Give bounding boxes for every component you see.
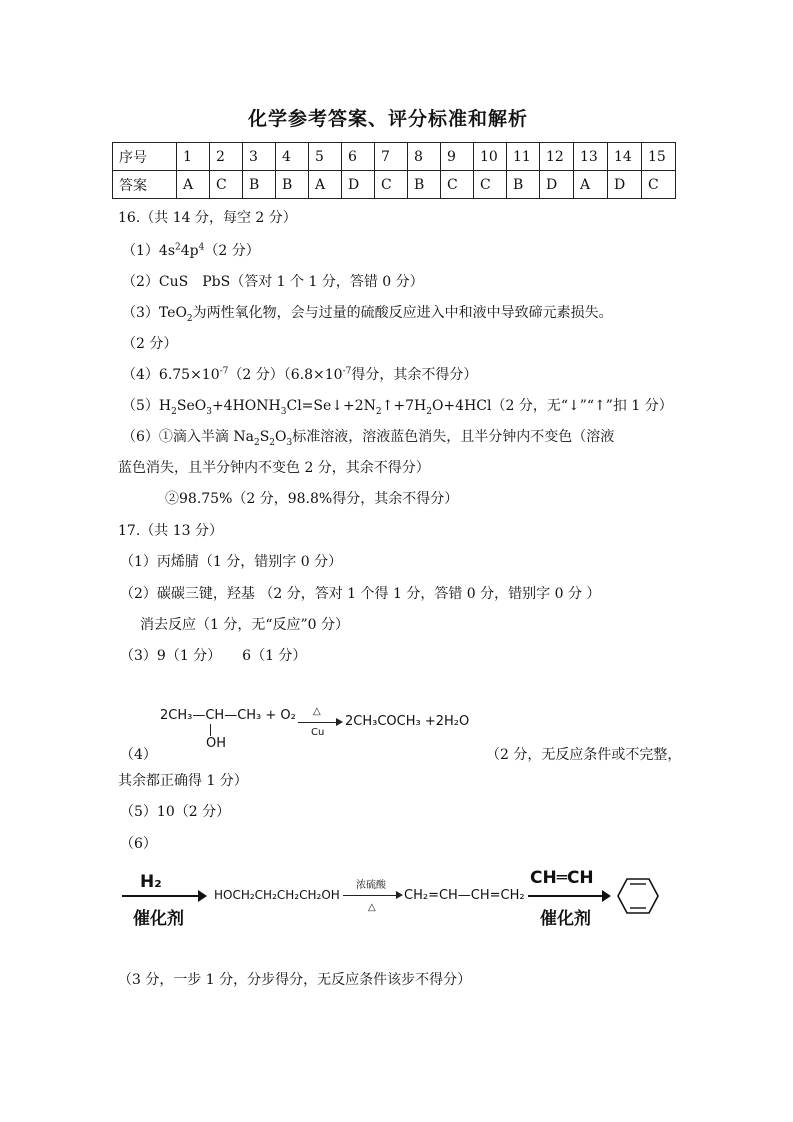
route-arrow-3	[528, 895, 604, 897]
table-row-answers	[113, 171, 676, 199]
cell-answer: C	[375, 171, 408, 199]
q16-part2: （2）CuS PbS（答对 1 个 1 分，答错 0 分）	[122, 274, 424, 290]
cond-heat: △	[313, 706, 321, 717]
cell-number: 5	[309, 143, 342, 171]
q17-part2-b: 消去反应（1 分，无“反应”0 分）	[140, 617, 350, 633]
q17-part4-label: （4）	[120, 747, 157, 763]
cell-number: 7	[375, 143, 408, 171]
cell-answer: B	[243, 171, 276, 199]
arrow-head-icon	[396, 891, 403, 899]
oh-bond-line	[210, 724, 211, 736]
q17-part1: （1）丙烯腈（1 分，错别字 0 分）	[120, 554, 343, 570]
cell-answer: B	[507, 171, 540, 199]
reaction-arrow	[298, 722, 340, 723]
cell-answer: D	[540, 171, 574, 199]
q16-part1: $(1)4s^24p^4(2$ 分）	[122, 242, 260, 259]
cell-number: 1	[177, 143, 210, 171]
table-row-numbers	[113, 143, 676, 171]
route-step2-heat: △	[368, 902, 376, 913]
cell-number: 6	[342, 143, 375, 171]
q17-part6-note: （3 分，一步 1 分，分步得分，无反应条件该步不得分）	[118, 972, 472, 988]
q17-part4-note: （2 分，无反应条件或不完整，	[486, 747, 682, 763]
q16-part3-score: （2 分）	[122, 336, 178, 352]
cell-number: 10	[474, 143, 507, 171]
route-step2-reagent: 浓硫酸	[356, 880, 386, 891]
route-intermediate-2: CH₂=CH—CH=CH₂	[404, 888, 525, 903]
q17-part4-oh: OH	[206, 736, 227, 751]
cond-catalyst-cu: Cu	[311, 727, 325, 738]
route-step3-reagent: CH═CH	[530, 868, 594, 888]
route-intermediate-1: HOCH₂CH₂CH₂CH₂OH	[214, 888, 340, 902]
cell-number: 3	[243, 143, 276, 171]
cyclohexadiene-ring-icon	[616, 876, 660, 916]
q17-part4-lhs: 2CH₃—CH—CH₃ + O₂	[160, 708, 296, 723]
cell-number: 9	[441, 143, 474, 171]
route-arrow-2	[343, 895, 398, 896]
cell-number: 4	[276, 143, 309, 171]
row-label-number: 序号	[113, 143, 177, 171]
cell-answer: A	[177, 171, 210, 199]
cell-answer: B	[276, 171, 309, 199]
cell-answer: C	[474, 171, 507, 199]
q16-part6-sub2: ②98.75%（2 分，98.8%得分，其余不得分）	[165, 491, 459, 507]
q17-header: 17.（共 13 分）	[118, 523, 223, 539]
cell-answer: D	[608, 171, 642, 199]
cell-answer: A	[309, 171, 342, 199]
q17-part4-note2: 其余都正确得 1 分）	[118, 773, 248, 789]
cell-number: 14	[608, 143, 642, 171]
q17-part5: （5）10（2 分）	[120, 804, 231, 820]
q17-part4-rhs: 2CH₃COCH₃ +2H₂O	[345, 714, 470, 729]
cell-number: 15	[642, 143, 676, 171]
q16-part5: $(5)H_2SeO_3+4HONH_3Cl=Se↓+2N_2↑+7H_2O+4HCl(2$ 分，无“↓”“↑”扣 1 分）	[122, 398, 673, 417]
arrow-head-icon	[198, 890, 207, 902]
cell-answer: B	[408, 171, 441, 199]
route-step3-catalyst: 催化剂	[540, 909, 591, 929]
q16-part3: （3）TeO$_2$为两性氧化物，会与过量的硫酸反应进入中和液中导致碲元素损失。	[122, 305, 613, 324]
route-step1-catalyst: 催化剂	[133, 909, 184, 929]
cell-answer: C	[441, 171, 474, 199]
page-title: 化学参考答案、评分标准和解析	[248, 108, 529, 130]
arrow-head-icon	[602, 890, 611, 902]
q16-part6-cont: 蓝色消失，且半分钟内不变色 2 分，其余不得分）	[118, 460, 430, 476]
cell-number: 12	[540, 143, 574, 171]
cell-answer: D	[342, 171, 375, 199]
q17-part3: （3）9（1 分） 6（1 分）	[120, 648, 307, 664]
q16-part6: （6）①滴入半滴 $Na_2S_2O_3$标准溶液，溶液蓝色消失，且半分钟内不变色（溶液	[122, 429, 615, 448]
cell-answer: A	[574, 171, 608, 199]
cell-answer: C	[210, 171, 243, 199]
cell-number: 8	[408, 143, 441, 171]
q17-part2: （2）碳碳三键，羟基 （2 分，答对 1 个得 1 分，答错 0 分，错别字 0 分 ）	[120, 586, 601, 602]
cell-answer: C	[642, 171, 676, 199]
route-arrow-1	[122, 895, 200, 897]
answer-table	[112, 142, 676, 199]
arrow-head-icon	[336, 718, 343, 726]
route-step1-reagent: H₂	[140, 872, 162, 892]
cell-number: 13	[574, 143, 608, 171]
cell-number: 11	[507, 143, 540, 171]
q16-part4: $(4)6.75\times 10^{-7}(2$ 分）（$6.8\times 10^{-7}$得分，其余不得分）	[122, 366, 478, 383]
q16-header: 16.（共 14 分，每空 2 分）	[118, 210, 297, 226]
row-label-answer: 答案	[113, 171, 177, 199]
cell-number: 2	[210, 143, 243, 171]
q17-part6-label: （6）	[120, 836, 157, 852]
